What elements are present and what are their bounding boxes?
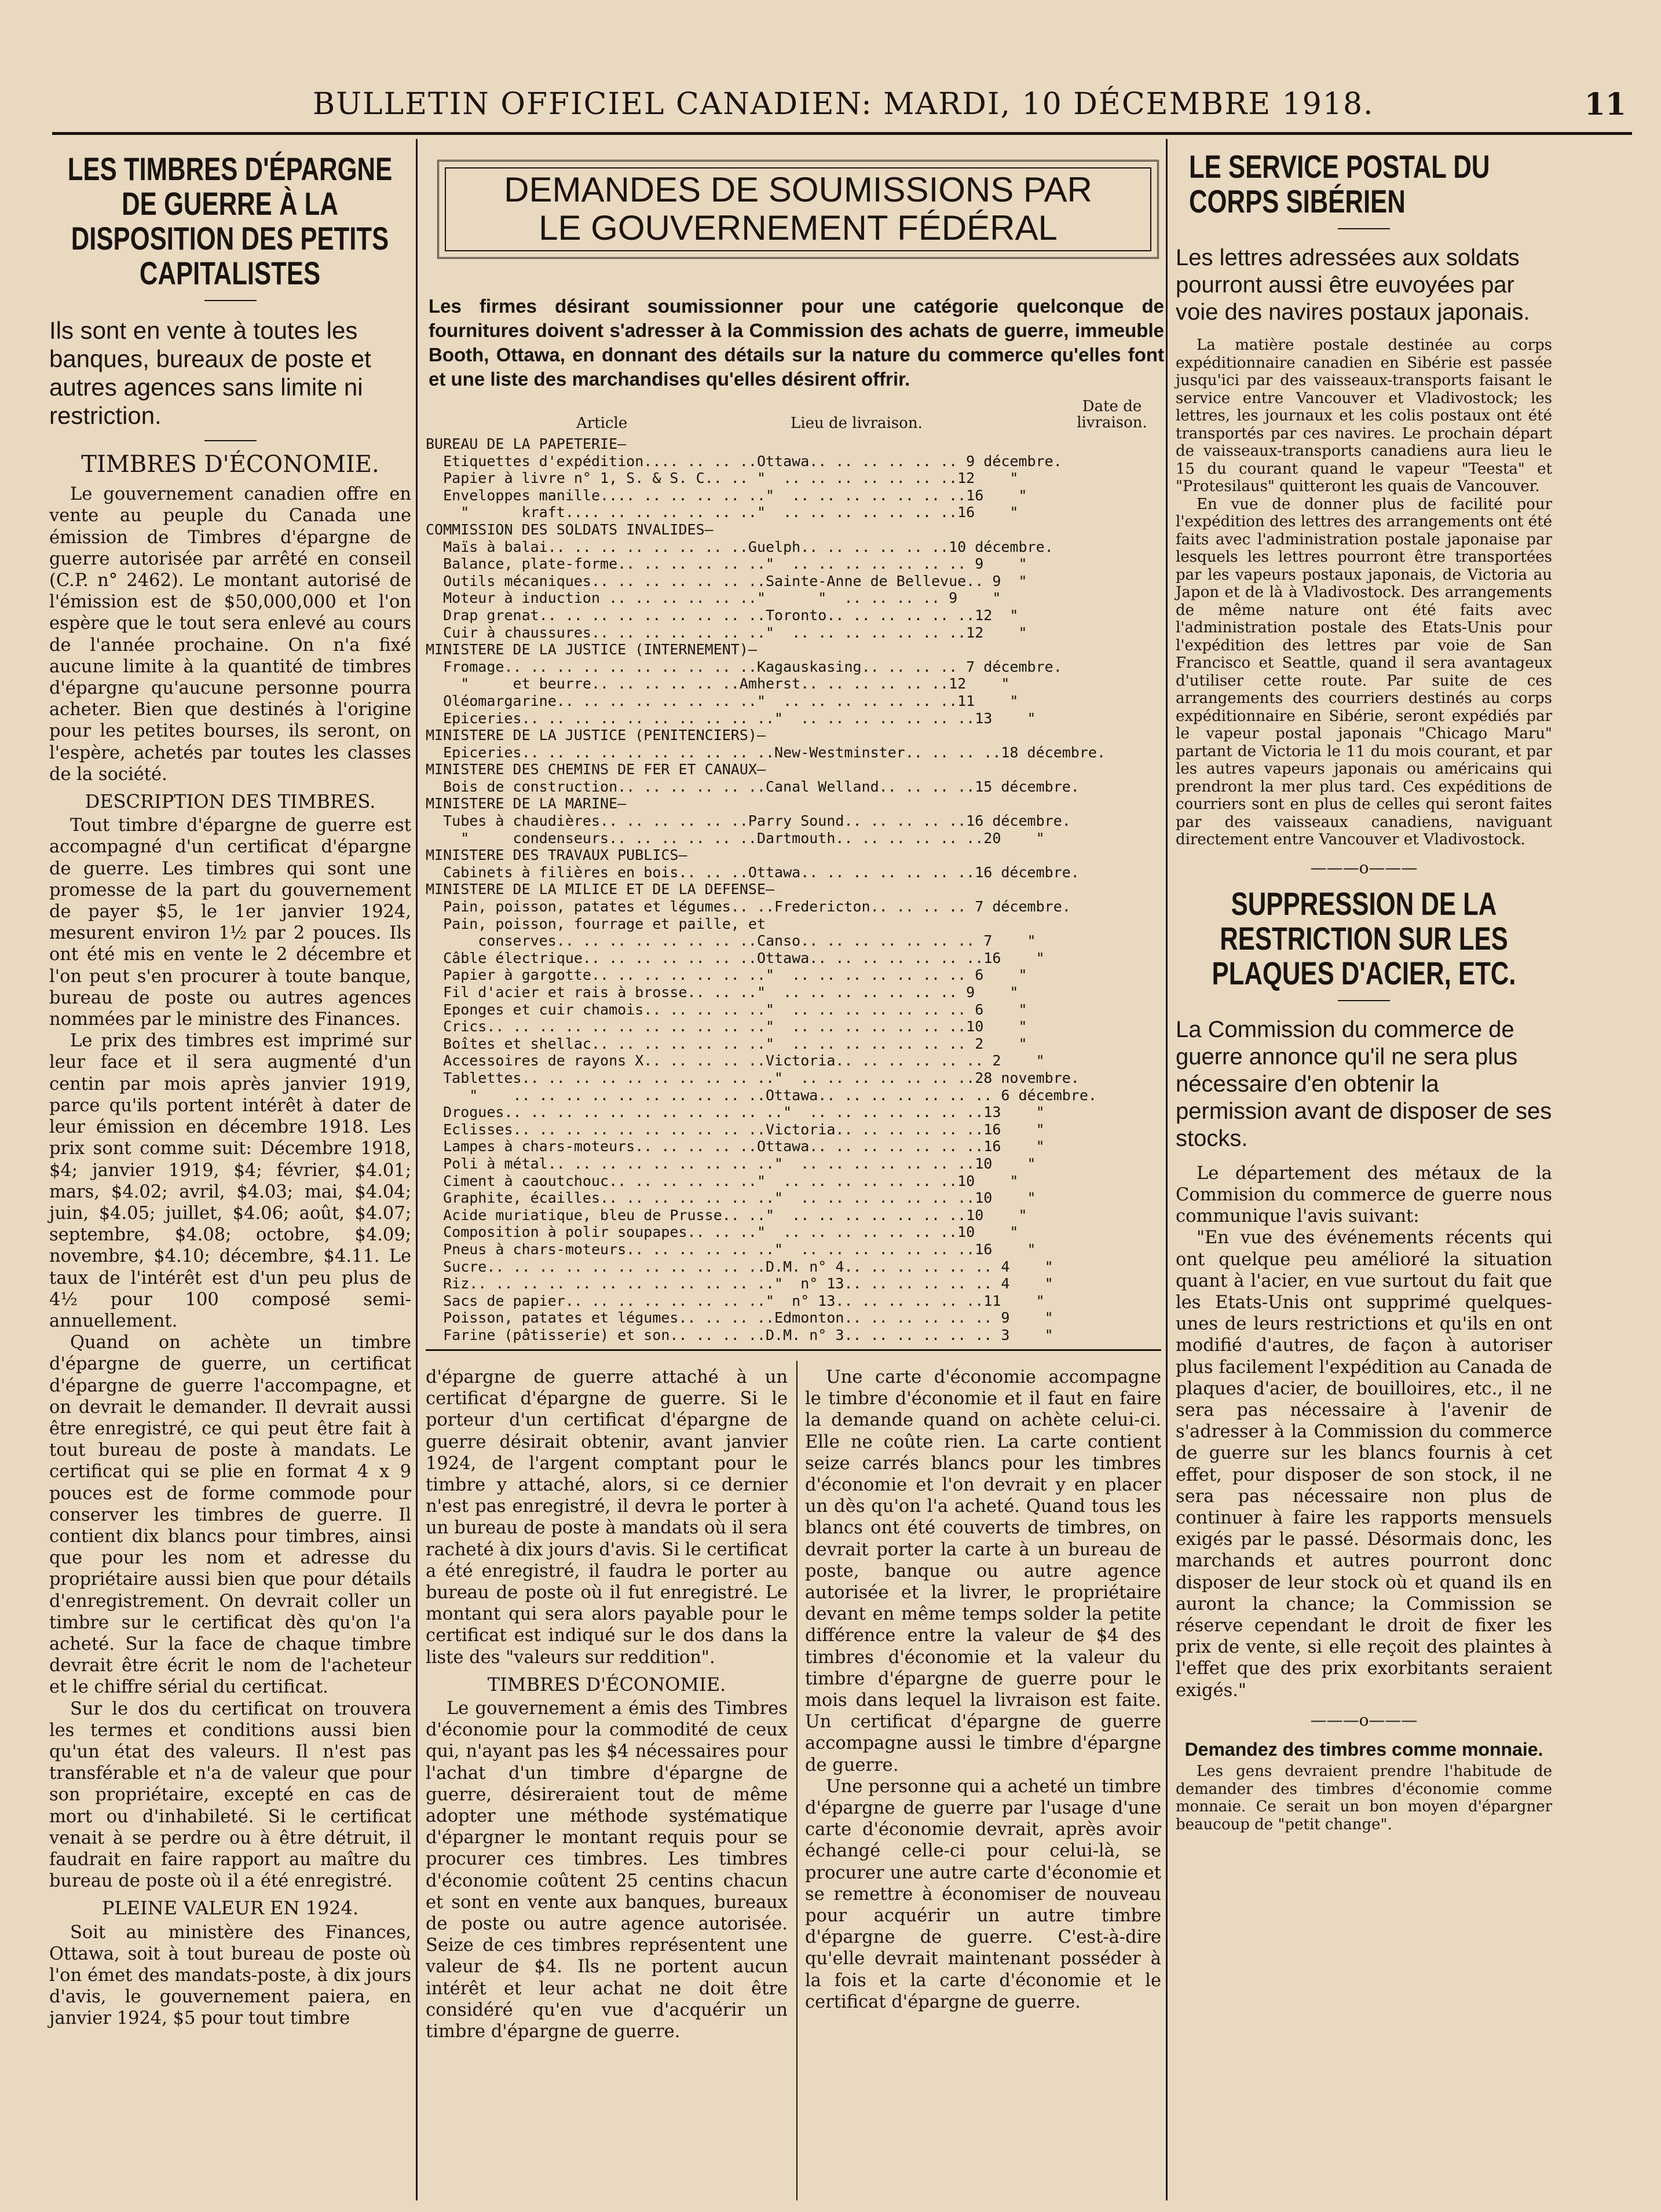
paragraph: Le gouvernement canadien offre en vente au peuple du Canada une émission de Timbres d'épargne de guerre autorisée par arrêté en conseil (C.P. n° 2462). Le montant autorisé de l'émission est de $50,000,000 et l'on espère que le tout sera enlevé au cours de l'année prochaine. On n'a fixé aucune limite à la quantité de timbres d'épargne qu'aucune personne pourra acheter. Bien que destinés à l'origine pour les petites bourses, ils seront, on l'espère, achetés par toutes les classes de la société. — [49, 484, 411, 785]
paragraph: En vue de donner plus de facilité pour l'expédition des lettres des arrangements ont été faits avec l'administration postale japonaise par lesquels les lettres pourront être transportées par les vapeurs postaux japonais, de Victoria au Japon et de là à Vladivostock. Des arrangements de même nature ont été faits avec l'administration postale des Etats-Unis pour l'expédition des lettres par voie de San Francisco et Seattle, quand il sera avantageux d'utiliser cette route. Par suite de ces arrangements des courriers destinés au corps expéditionnaire en Sibérie, seront expédiés par le vapeur postal japonais "Chicago Maru" partant de Victoria le 11 du mois courant, et par les autres vapeurs japonais ou américains qui prendront la mer plus tard. Ces expéditions de courriers sont en plus de celles qui seront faites par des vaisseaux canadiens, naviguant directement entre Vancouver et Vladivostock. — [1176, 495, 1552, 848]
deck-timbres: Ils sont en vente à toutes les banques, bureaux de poste et autres agences sans limite ni restriction. — [49, 317, 371, 429]
table-header — [426, 398, 1167, 433]
column-header-date: Date de livraison. — [1077, 398, 1147, 431]
boxed-headline — [437, 160, 1159, 259]
paragraph: "En vue des événements récents qui ont quelque peu amélioré la situation quant à l'acier, en vue surtout du fait que les Etats-Unis ont supprimé quelques-unes de leurs restrictions et qu'ils en ont modifié d'autres, de façon à autoriser plus facilement l'expédition au Canada de plaques d'acier, de bouilloires, etc., il ne sera pas nécessaire à l'avenir de s'adresser à la Commission du commerce de guerre sur les blancs fournis à cet effet, pour disposer de son stock, il ne sera pas nécessaire non plus de continuer à faire les rapports mensuels exigés par le passé. Désormais donc, les marchands et autres pourront donc disposer de leur stock où et quand ils en auront la chance; la Commission se réserve cependant le droit de fixer les prix de vente, si elle reçoit des plaintes à l'effet que des prix exorbitants seraient exigés." — [1176, 1228, 1552, 1701]
ornament: ———o——— — [1310, 858, 1418, 877]
column-header-article: Article — [576, 415, 628, 432]
center-right-column — [805, 1367, 1161, 2013]
page-title: BULLETIN OFFICIEL CANADIEN: MARDI, 10 DÉCEMBRE 1918. — [313, 87, 1374, 122]
separator — [204, 300, 257, 301]
section-title-description: DESCRIPTION DES TIMBRES. — [85, 790, 376, 813]
deck-service-postal: Les lettres adressées aux soldats pourront aussi être euvoyées par voie des navires postaux japonais. — [1176, 245, 1530, 325]
deck-suppression: La Commission du commerce de guerre annonce qu'il ne sera plus nécessaire d'en obtenir la permission avant de disposer de ses stocks. — [1176, 1016, 1552, 1151]
box-line-2: LE GOUVERNEMENT FÉDÉRAL — [539, 208, 1058, 247]
small-headline-monnaie: Demandez des timbres comme monnaie. — [1184, 1738, 1543, 1760]
left-column — [49, 152, 411, 2030]
section-title-economie-2: TIMBRES D'ÉCONOMIE. — [487, 1673, 726, 1695]
paragraph: Tout timbre d'épargne de guerre est accompagné d'un certificat d'épargne de guerre. Les timbres qui sont une promesse de la part du gouvernement de payer $5, le 1er janvier 1924, mesurent environ 1½ par 2 pouces. Ils ont été mis en vente le 2 décembre et l'on peut s'en procurer à toute banque, bureau de poste ou autres agences nommées par le ministre des Finances. — [49, 815, 411, 1030]
paragraph: Une carte d'économie accompagne le timbre d'économie et il faut en faire la demande quand on achète celui-ci. Elle ne coûte rien. La carte contient seize carrés blancs pour les timbres d'économie et l'on devrait y en placer un dès qu'on l'a acheté. Quand tous les blancs ont été couverts de timbres, on devrait porter la carte à un bureau de poste, banque ou autre agence autorisée et la livrer, le propriétaire devant en même temps solder la petite différence entre la valeur de $4 des timbres d'économie et la valeur du timbre d'épargne de guerre pour le mois dans lequel la livraison est faite. Un certificat d'épargne de guerre accompagne aussi le timbre d'épargne de guerre. — [805, 1367, 1161, 1775]
tender-table: BUREAU DE LA PAPETERIE— Etiquettes d'expédition.... .. .. ..Ottawa.. .. .. .. .. .. 9 décembre. Papier à livre n° 1, S. & S. C.. .. " .. .. .. .. .. .. ..12 " Enveloppes manille.... .. .. .. .. .." .. .. .. .. .. .. ..16 " " kraft.... .. .. .. .. .. .." .. .. .. .. .. .. ..16 " COMMISSION DES SOLDATS INVALIDES— Maïs à balai.. .. .. .. .. .. .. ..Guelph.. .. .. .. .. ..10 décembre. Balance, plate-forme.. .. .. .. .. .." .. .. .. .. .. .. .. 9 " Outils mécaniques.. .. .. .. .. .. ..Sainte-Anne de Bellevue.. 9 " Moteur à induction .. .. .. .. .. .." " .. .. .. .. 9 " Drap grenat.. .. .. .. .. .. .. .. ..Toronto.. .. .. .. .. ..12 " Cuir à chaussures.. .. .. .. .. .. .." .. .. .. .. .. .. ..12 " MINISTERE DE LA JUSTICE (INTERNEMENT)— Fromage.. .. .. .. .. .. .. .. .. ..Kagauskasing.. .. .. .. 7 décembre. " et beurre.. .. .. .. .. ..Amherst.. .. .. .. .. ..12 " Oléomargarine.. .. .. .. .. .. .. .." .. .. .. .. .. .. ..11 " Epiceries.. .. .. .. .. .. .. .. .. .." .. .. .. .. .. .. ..13 " MINISTERE DE LA JUSTICE (PENITENCIERS)— Epiceries.. .. .. .. .. .. .. .. .. ..New-Westminster.. .. .. ..18 décembre. MINISTERE DES CHEMINS DE FER ET CANAUX— Bois de construction.. .. .. .. .. ..Canal Welland.. .. .. ..15 décembre. MINISTERE DE LA MARINE— Tubes à chaudières.. .. .. .. .. ..Parry Sound.. .. .. .. ..16 décembre. " condenseurs.. .. .. .. .. ..Dartmouth.. .. .. .. .. ..20 " MINISTERE DES TRAVAUX PUBLICS— Cabinets à filières en bois.. .. ..Ottawa.. .. .. .. .. .. ..16 décembre. MINISTERE DE LA MILICE ET DE LA DEFENSE— Pain, poisson, patates et légumes.. ..Fredericton.. .. .. .. 7 décembre. Pain, poisson, fourrage et paille, et conserves.. .. .. .. .. .. .. ..Canso.. .. .. .. .. .. .. 7 " Câble électrique.. .. .. .. .. .. ..Ottawa.. .. .. .. .. .. ..16 " Papier à gargotte.. .. .. .. .. .. .." .. .. .. .. .. .. .. 6 " Fil d'acier et rais à brosse.. .. .." .. .. .. .. .. .. .. 9 " Eponges et cuir chamois.. .. .. .. .." .. .. .. .. .. .. .. 6 " Crics.. .. .. .. .. .. .. .. .. .. .." .. .. .. .. .. .. ..10 " Boîtes et shellac.. .. .. .. .. .. .." .. .. .. .. .. .. .. 2 " Accessoires de rayons X.. .. .. .. ..Victoria.. .. .. .. .. .. 2 " Tablettes.. .. .. .. .. .. .. .. .. .." .. .. .. .. .. .. ..28 novembre. " .. .. .. .. .. .. .. .. .. ..Ottawa.. .. .. .. .. .. .. 6 décembre. Drogues.. .. .. .. .. .. .. .. .. .. .." .. .. .. .. .. .. ..13 " Eclisses.. .. .. .. .. .. .. .. .. ..Victoria.. .. .. .. .. ..16 " Lampes à chars-moteurs.. .. .. .. ..Ottawa.. .. .. .. .. .. ..16 " Poli à métal.. .. .. .. .. .. .. .. .." .. .. .. .. .. .. ..10 " Ciment à caoutchouc.. .. .. .. .. .." .. .. .. .. .. .. ..10 " Graphite, écailles.. .. .. .. .. .. .." .. .. .. .. .. .. ..10 " Acide muriatique, bleu de Prusse.. .." .. .. .. .. .. .. ..10 " Composition à polir soupapes.. .. .." .. .. .. .. .. .. ..10 " Pneus à chars-moteurs.. .. .. .. .. .." .. .. .. .. .. .. ..16 " Sucre.. .. .. .. .. .. .. .. .. .. ..D.M. n° 4.. .. .. .. .. .. 4 " Riz.. .. .. .. .. .. .. .. .. .. .. .." n° 13.. .. .. .. .. .. 4 " Sacs de papier.. .. .. .. .. .. .. .." n° 13.. .. .. .. .. ..11 " Poisson, patates et légumes.. .. .. ..Edmonton.. .. .. .. .. .. 9 " Farine (pâtisserie) et son.. .. .. ..D.M. n° 3.. .. .. .. .. .. 3 " — [426, 435, 1106, 1343]
ornament: ———o——— — [1310, 1710, 1418, 1730]
page-number: 11 — [1584, 87, 1626, 122]
column-header-lieu: Lieu de livraison. — [791, 415, 923, 432]
table-bottom-rule — [426, 1349, 1161, 1351]
separator — [1338, 228, 1390, 229]
column-rule-center — [796, 1361, 797, 2200]
paragraph: Le prix des timbres est imprimé sur leur face et il sera augmenté d'un centin par mois après janvier 1919, parce qu'ils portent intérêt à dater de leur émission en décembre 1918. Les prix sont comme suit: Décembre 1918, $4; janvier 1919, $4; février, $4.01; mars, $4.02; avril, $4.03; mai, $4.04; juin, $4.05; juillet, $4.06; août, $4.07; septembre, $4.08; octobre, $4.09; novembre, $4.10; décembre, $4.11. Le taux de l'intérêt est d'un peu plus de 4½ pour 100 composé semi-annuellement. — [49, 1031, 411, 1331]
header-rule — [52, 132, 1632, 135]
center-left-column — [426, 1367, 788, 2042]
paragraph: Soit au ministère des Finances, Ottawa, soit à tout bureau de poste où l'on émet des mandats-poste, à dix jours d'avis, le gouvernement paiera, en janvier 1924, $5 pour tout timbre — [49, 1922, 411, 2029]
paragraph: d'épargne de guerre attaché à un certificat d'épargne de guerre. Si le porteur d'un certificat d'épargne de guerre désirait obtenir, avant janvier 1924, de l'argent comptant pour le timbre y attaché, alors, si ce dernier n'est pas enregistré, il devra le porter à un bureau de poste à mandats où il sera racheté à dix jours d'avis. Si le certificat a été enregistré, il faudra le porter au bureau de poste où il fut enregistré. Le montant qui sera alors payable pour le certificat est indiqué sur le dos dans la liste des "valeurs sur reddition". — [426, 1367, 788, 1668]
headline-timbres: LES TIMBRES D'ÉPARGNE DE GUERRE À LA DISPOSITION DES PETITS CAPITALISTES — [67, 151, 393, 291]
section-title-economie: TIMBRES D'ÉCONOMIE. — [81, 451, 379, 478]
separator — [1338, 1000, 1390, 1001]
paragraph: Le gouvernement a émis des Timbres d'économie pour la commodité de ceux qui, n'ayant pas les $4 nécessaires pour l'achat d'un timbre d'épargne de guerre, désireraient tout de même adopter une méthode systématique d'épargner le montant requis pour se procurer ces timbres. Les timbres d'économie coûtent 25 centins chacun et sont en vente aux banques, bureaux de poste ou autre agence autorisée. Seize de ces timbres représentent une valeur de $4. Ils ne portent aucun intérêt et leur achat ne doit être considéré qu'en vue d'acquérir un timbre d'épargne de guerre. — [426, 1698, 788, 2042]
separator — [204, 440, 257, 441]
paragraph: Le département des métaux de la Commision du commerce de guerre nous communique l'avis suivant: — [1176, 1163, 1552, 1227]
headline-suppression: SUPPRESSION DE LA RESTRICTION SUR LES PLAQUES D'ACIER, ETC. — [1212, 885, 1516, 991]
paragraph: Une personne qui a acheté un timbre d'épargne de guerre par l'usage d'une carte d'économie devrait, après avoir échangé celle-ci pour celui-là, se procurer une autre carte d'économie et se remettre à économiser de nouveau pour acquérir un autre timbre d'épargne de guerre. C'est-à-dire qu'elle devrait maintenant posséder à la fois et la carte d'économie et le certificat d'épargne de guerre. — [805, 1776, 1161, 2012]
paragraph: Quand on achète un timbre d'épargne de guerre, un certificat d'épargne de guerre l'accompagne, et on devrait le demander. Il devrait aussi être enregistré, ce qui peut être fait à tout bureau de poste à mandats. Le certificat qui se plie en format 4 x 9 pouces est de forme commode pour conserver les timbres de guerre. Il contient dix blancs pour timbres, ainsi que pour les nom et adresse du propriétaire aussi bien que pour détails d'enregistrement. On devrait coller un timbre sur le certificat dès qu'on l'a acheté. Sur la face de chaque timbre devrait être écrit le nom de l'acheteur et le chiffre sérial du certificat. — [49, 1332, 411, 1698]
section-title-pleine-valeur: PLEINE VALEUR EN 1924. — [101, 1897, 359, 1920]
paragraph: La matière postale destinée au corps expéditionnaire canadien en Sibérie est passée jusqu'ici par des vaisseaux-transports faisant le service entre Vancouver et Vladivostock; les lettres, les journaux et les colis postaux ont été transportés par ces navires. Le prochain départ de vaisseaux-transports canadiens aura lieu le 15 du courant quand le vapeur "Teesta" et "Protesilaus" quitteront les quais de Vancouver. — [1176, 336, 1552, 495]
intro-paragraph: Les firmes désirant soumissionner pour une catégorie quelconque de fournitures doivent s'adresser à la Commission des achats de guerre, immeuble Booth, Ottawa, en donnant des détails sur la nature du commerce qu'elles font et une liste des marchandises qu'elles désirent offrir. — [429, 295, 1164, 390]
box-line-1: DEMANDES DE SOUMISSIONS PAR — [504, 170, 1092, 209]
paragraph: Sur le dos du certificat on trouvera les termes et conditions aussi bien qu'un état des valeurs. Il n'est pas transférable et n'a de valeur que pour son propriétaire, excepté en cas de mort ou d'inhabileté. Si le certificat venait à se perdre ou à être détruit, il faudrait en faire rapport au maître du bureau de poste où il a été enregistré. — [49, 1698, 411, 1892]
paragraph: Les gens devraient prendre l'habitude de demander des timbres d'économie comme monnaie. Ce serait un bon moyen d'épargner beaucoup de "petit change". — [1176, 1763, 1552, 1833]
right-column — [1176, 149, 1552, 1833]
page-header — [52, 87, 1626, 127]
headline-service-postal: LE SERVICE POSTAL DU CORPS SIBÉRIEN — [1189, 148, 1490, 219]
column-rule-left — [416, 139, 418, 2200]
